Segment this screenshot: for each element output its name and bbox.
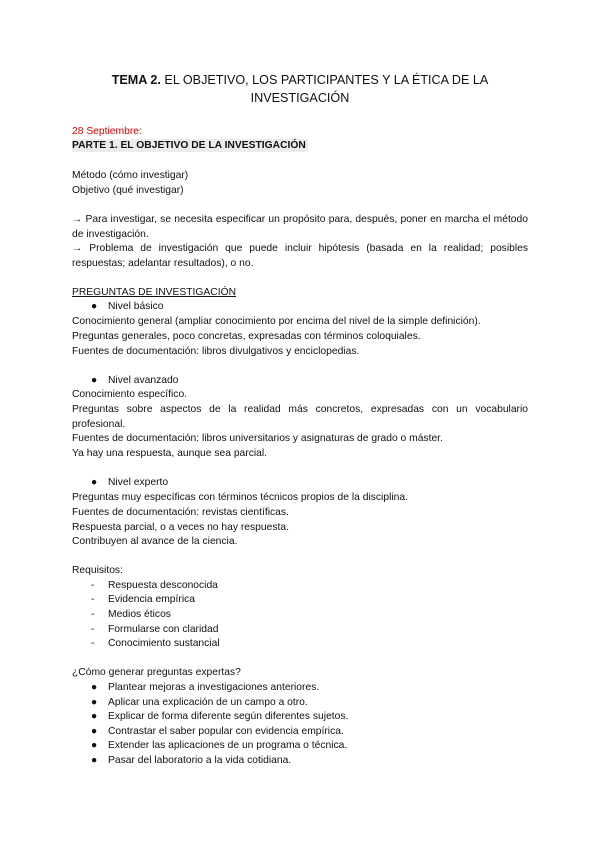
requisito-item-4: Formularse con claridad bbox=[108, 624, 219, 635]
generar-title: ¿Cómo generar preguntas expertas? bbox=[72, 667, 241, 678]
bullet-generar-2: ● bbox=[91, 697, 98, 708]
experto-line-2: Fuentes de documentación: revistas científicas. bbox=[72, 507, 289, 518]
dash-2: - bbox=[91, 594, 95, 605]
generar-item-5: Extender las aplicaciones de un programa o técnica. bbox=[108, 740, 348, 751]
basico-line-3: Fuentes de documentación: libros divulgativos y enciclopedias. bbox=[72, 346, 360, 357]
basico-line-1: Conocimiento general (ampliar conocimiento por encima del nivel de la simple definición). bbox=[72, 316, 481, 327]
arrow-paragraph-1: → Para investigar, se necesita especificar un propósito para, después, poner en marcha el método de investigación. bbox=[72, 214, 528, 240]
document-title bbox=[72, 71, 528, 107]
title-rest: EL OBJETIVO, LOS PARTICIPANTES Y LA ÉTICA DE LA bbox=[160, 73, 489, 87]
bullet-avanzado: ● bbox=[91, 375, 98, 386]
preguntas-heading: PREGUNTAS DE INVESTIGACIÓN bbox=[72, 287, 237, 298]
requisito-item-3: Medios éticos bbox=[108, 609, 171, 620]
avanzado-line-1: Conocimiento específico. bbox=[72, 389, 188, 400]
title-bold: TEMA 2. bbox=[111, 73, 161, 87]
generar-item-4: Contrastar el saber popular con evidencia empírica. bbox=[108, 726, 344, 737]
objetivo-line: Objetivo (qué investigar) bbox=[72, 185, 184, 196]
nivel-experto-title: Nivel experto bbox=[108, 477, 169, 488]
date-label: 28 Septiembre: bbox=[72, 126, 142, 137]
metodo-line: Método (cómo investigar) bbox=[72, 170, 189, 181]
nivel-basico-title: Nivel básico bbox=[108, 301, 164, 312]
bullet-generar-6: ● bbox=[91, 755, 98, 766]
bullet-experto: ● bbox=[91, 477, 98, 488]
basico-line-2: Preguntas generales, poco concretas, expresadas con términos coloquiales. bbox=[72, 331, 421, 342]
generar-item-6: Pasar del laboratorio a la vida cotidiana. bbox=[108, 755, 292, 766]
avanzado-line-2: Preguntas sobre aspectos de la realidad más concretos, expresadas con un vocabulario profesional. bbox=[72, 404, 528, 430]
generar-item-1: Plantear mejoras a investigaciones anteriores. bbox=[108, 682, 320, 693]
nivel-avanzado-title: Nivel avanzado bbox=[108, 375, 179, 386]
experto-line-1: Preguntas muy específicas con términos técnicos propios de la disciplina. bbox=[72, 492, 408, 503]
bullet-generar-3: ● bbox=[91, 711, 98, 722]
bullet-generar-4: ● bbox=[91, 726, 98, 737]
bullet-basico: ● bbox=[91, 301, 98, 312]
generar-item-2: Aplicar una explicación de un campo a otro. bbox=[108, 697, 308, 708]
avanzado-line-3: Fuentes de documentación: libros universitarios y asignaturas de grado o máster. bbox=[72, 433, 443, 444]
avanzado-line-4: Ya hay una respuesta, aunque sea parcial. bbox=[72, 448, 268, 459]
bullet-generar-1: ● bbox=[91, 682, 98, 693]
experto-line-3: Respuesta parcial, o a veces no hay respuesta. bbox=[72, 522, 289, 533]
dash-1: - bbox=[91, 580, 95, 591]
generar-item-3: Explicar de forma diferente según diferentes sujetos. bbox=[108, 711, 349, 722]
dash-4: - bbox=[91, 624, 95, 635]
title-line2: INVESTIGACIÓN bbox=[250, 91, 350, 105]
experto-line-4: Contribuyen al avance de la ciencia. bbox=[72, 536, 238, 547]
dash-5: - bbox=[91, 638, 95, 649]
dash-3: - bbox=[91, 609, 95, 620]
bullet-generar-5: ● bbox=[91, 740, 98, 751]
part1-heading: PARTE 1. EL OBJETIVO DE LA INVESTIGACIÓN bbox=[72, 140, 306, 151]
part1-heading-wrap bbox=[72, 139, 308, 153]
arrow-paragraph-2: → Problema de investigación que puede incluir hipótesis (basada en la realidad; posibles respuestas; adelantar resultados), o no. bbox=[72, 243, 528, 269]
requisito-item-2: Evidencia empírica bbox=[108, 594, 195, 605]
requisito-item-1: Respuesta desconocida bbox=[108, 580, 218, 591]
requisitos-title: Requisitos: bbox=[72, 565, 123, 576]
requisito-item-5: Conocimiento sustancial bbox=[108, 638, 220, 649]
